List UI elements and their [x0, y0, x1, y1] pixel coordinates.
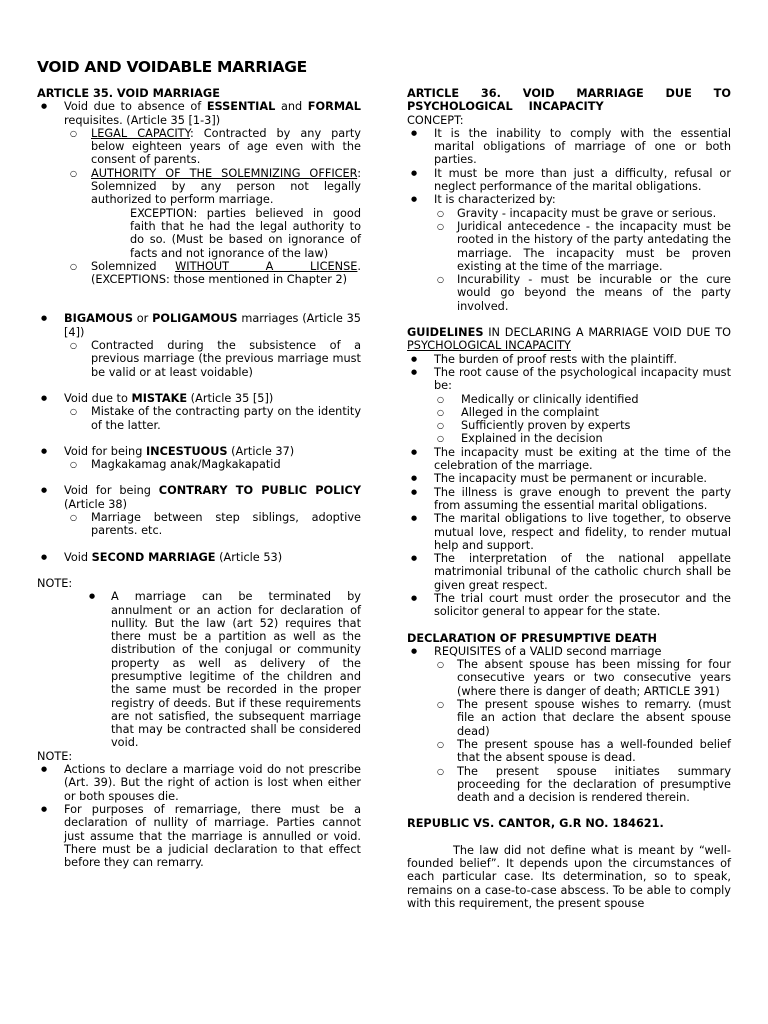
left-column: [37, 87, 361, 869]
list-item: ○ Medically or clinically identified: [407, 393, 731, 406]
list-item: ● For purposes of remarriage, there must be a declaration of nullity of marriage. Parties cannot just assume that the marriage is annulled or void. There must be a judicial declaration to that effect before they can remarry.: [37, 803, 361, 869]
list-item: ○ Incurability - must be incurable or the cure would go beyond the means of the party involved.: [407, 273, 731, 313]
list-item: ○ Marriage between step siblings, adoptive parents. etc.: [37, 511, 361, 538]
public-policy-list: [37, 484, 361, 537]
list-item: ● The incapacity must be exiting at the time of the celebration of the marriage.: [407, 446, 731, 473]
list-item: ● The marital obligations to live together, to observe mutual love, respect and fidelity, to render mutual help and support.: [407, 512, 731, 552]
list-item: ○ Magkakamag anak/Magkakapatid: [37, 458, 361, 471]
list-item: ○ The present spouse initiates summary proceeding for the declaration of presumptive death and a decision is rendered therein.: [407, 765, 731, 805]
article-35-list: [37, 100, 361, 206]
list-item: ● The burden of proof rests with the plaintiff.: [407, 353, 731, 366]
list-item: ○ Solemnized WITHOUT A LICENSE. (EXCEPTIONS: those mentioned in Chapter 2): [37, 260, 361, 287]
bigamous-list: [37, 312, 361, 378]
list-item: ● Void for being CONTRARY TO PUBLIC POLICY (Article 38): [37, 484, 361, 511]
list-item: ● The incapacity must be permanent or incurable.: [407, 472, 731, 485]
note-label: NOTE:: [37, 749, 73, 763]
list-item: ○ Juridical antecedence - the incapacity must be rooted in the history of the party antedating the marriage. The incapacity must be proven existing at the time of the marriage.: [407, 220, 731, 273]
list-item: ○ AUTHORITY OF THE SOLEMNIZING OFFICER: Solemnized by any person not legally authorized to perform marriage.: [37, 167, 361, 207]
list-item: ○ Sufficiently proven by experts: [407, 419, 731, 432]
second-marriage-list: [37, 551, 361, 564]
note-2-list: [37, 763, 361, 869]
exception-text: EXCEPTION: parties believed in good faith that he had the legal authority to do so. (Must be based on ignorance of facts and not ignorance of the law): [130, 206, 361, 260]
requisites-list: [407, 645, 731, 805]
article-36-heading: ARTICLE 36. VOID MARRIAGE DUE TO PSYCHOLOGICAL INCAPACITY: [407, 87, 731, 114]
article-35-heading: ARTICLE 35. VOID MARRIAGE: [37, 87, 220, 100]
page-title: VOID AND VOIDABLE MARRIAGE: [37, 58, 307, 76]
list-item: ● BIGAMOUS or POLIGAMOUS marriages (Article 35 [4]): [37, 312, 361, 339]
list-item: ○ Alleged in the complaint: [407, 406, 731, 419]
list-item: ● REQUISITES of a VALID second marriage: [407, 645, 731, 658]
list-item: ○ The absent spouse has been missing for four consecutive years or two consecutive years (where there is danger of death; ARTICLE 391): [407, 658, 731, 698]
list-item: ○ The present spouse wishes to remarry. (must file an action that declare the absent spouse dead): [407, 698, 731, 738]
concept-list: [407, 127, 731, 313]
guidelines-heading: GUIDELINES IN DECLARING A MARRIAGE VOID DUE TO PSYCHOLOGICAL INCAPACITY: [407, 326, 731, 353]
list-item: ● It is the inability to comply with the essential marital obligations of marriage of one or both parties.: [407, 127, 731, 167]
article-35-list-cont: [37, 260, 361, 287]
guidelines-list: [407, 353, 731, 619]
concept-label: CONCEPT:: [407, 113, 464, 127]
note-label: NOTE:: [37, 576, 73, 590]
list-item: ○ The present spouse has a well-founded belief that the absent spouse is dead.: [407, 738, 731, 765]
list-item: ● It must be more than just a difficulty, refusal or neglect performance of the marital obligations.: [407, 167, 731, 194]
list-item: ○ Mistake of the contracting party on the identity of the latter.: [37, 405, 361, 432]
case-text: The law did not define what is meant by “well-founded belief”. It depends upon the circumstances of each particular case. Its determination, so to speak, remains on a case-to-case abscess. To be able to comply with this requirement, the present spouse: [407, 843, 731, 910]
list-item: ● Void SECOND MARRIAGE (Article 53): [37, 551, 361, 564]
list-item: ○ Contracted during the subsistence of a previous marriage (the previous marriage must be valid or at least voidable): [37, 339, 361, 379]
case-heading: REPUBLIC VS. CANTOR, G.R NO. 184621.: [407, 817, 664, 831]
right-column: [407, 87, 731, 910]
list-item: ● The root cause of the psychological incapacity must be:: [407, 366, 731, 393]
presumptive-death-heading: DECLARATION OF PRESUMPTIVE DEATH: [407, 631, 657, 645]
note-1-list: [37, 590, 361, 750]
list-item: ● Actions to declare a marriage void do not prescribe (Art. 39). But the right of action is lost when either or both spouses die.: [37, 763, 361, 803]
list-item: ● The trial court must order the prosecutor and the solicitor general to appear for the state.: [407, 592, 731, 619]
mistake-list: [37, 392, 361, 432]
list-item: ○ LEGAL CAPACITY: Contracted by any party below eighteen years of age even with the consent of parents.: [37, 127, 361, 167]
list-item: ● A marriage can be terminated by annulment or an action for declaration of nullity. But the law (art 52) requires that there must be a partition as well as the distribution of the conjugal or community property as well as delivery of the presumptive legitime of the children and the same must be recorded in the proper registry of deeds. But if these requirements are not satisfied, the subsequent marriage that may be contracted shall be considered void.: [37, 590, 361, 750]
list-item: ○ Explained in the decision: [407, 432, 731, 445]
list-item: ● Void due to absence of ESSENTIAL and FORMAL requisites. (Article 35 [1-3]): [37, 100, 361, 127]
list-item: ● Void due to MISTAKE (Article 35 [5]): [37, 392, 361, 405]
list-item: ● It is characterized by:: [407, 193, 731, 206]
list-item: ○ Gravity - incapacity must be grave or serious.: [407, 207, 731, 220]
list-item: ● The illness is grave enough to prevent the party from assuming the essential marital obligations.: [407, 486, 731, 513]
incestuous-list: [37, 445, 361, 472]
list-item: ● The interpretation of the national appellate matrimonial tribunal of the catholic church shall be given great respect.: [407, 552, 731, 592]
list-item: ● Void for being INCESTUOUS (Article 37): [37, 445, 361, 458]
